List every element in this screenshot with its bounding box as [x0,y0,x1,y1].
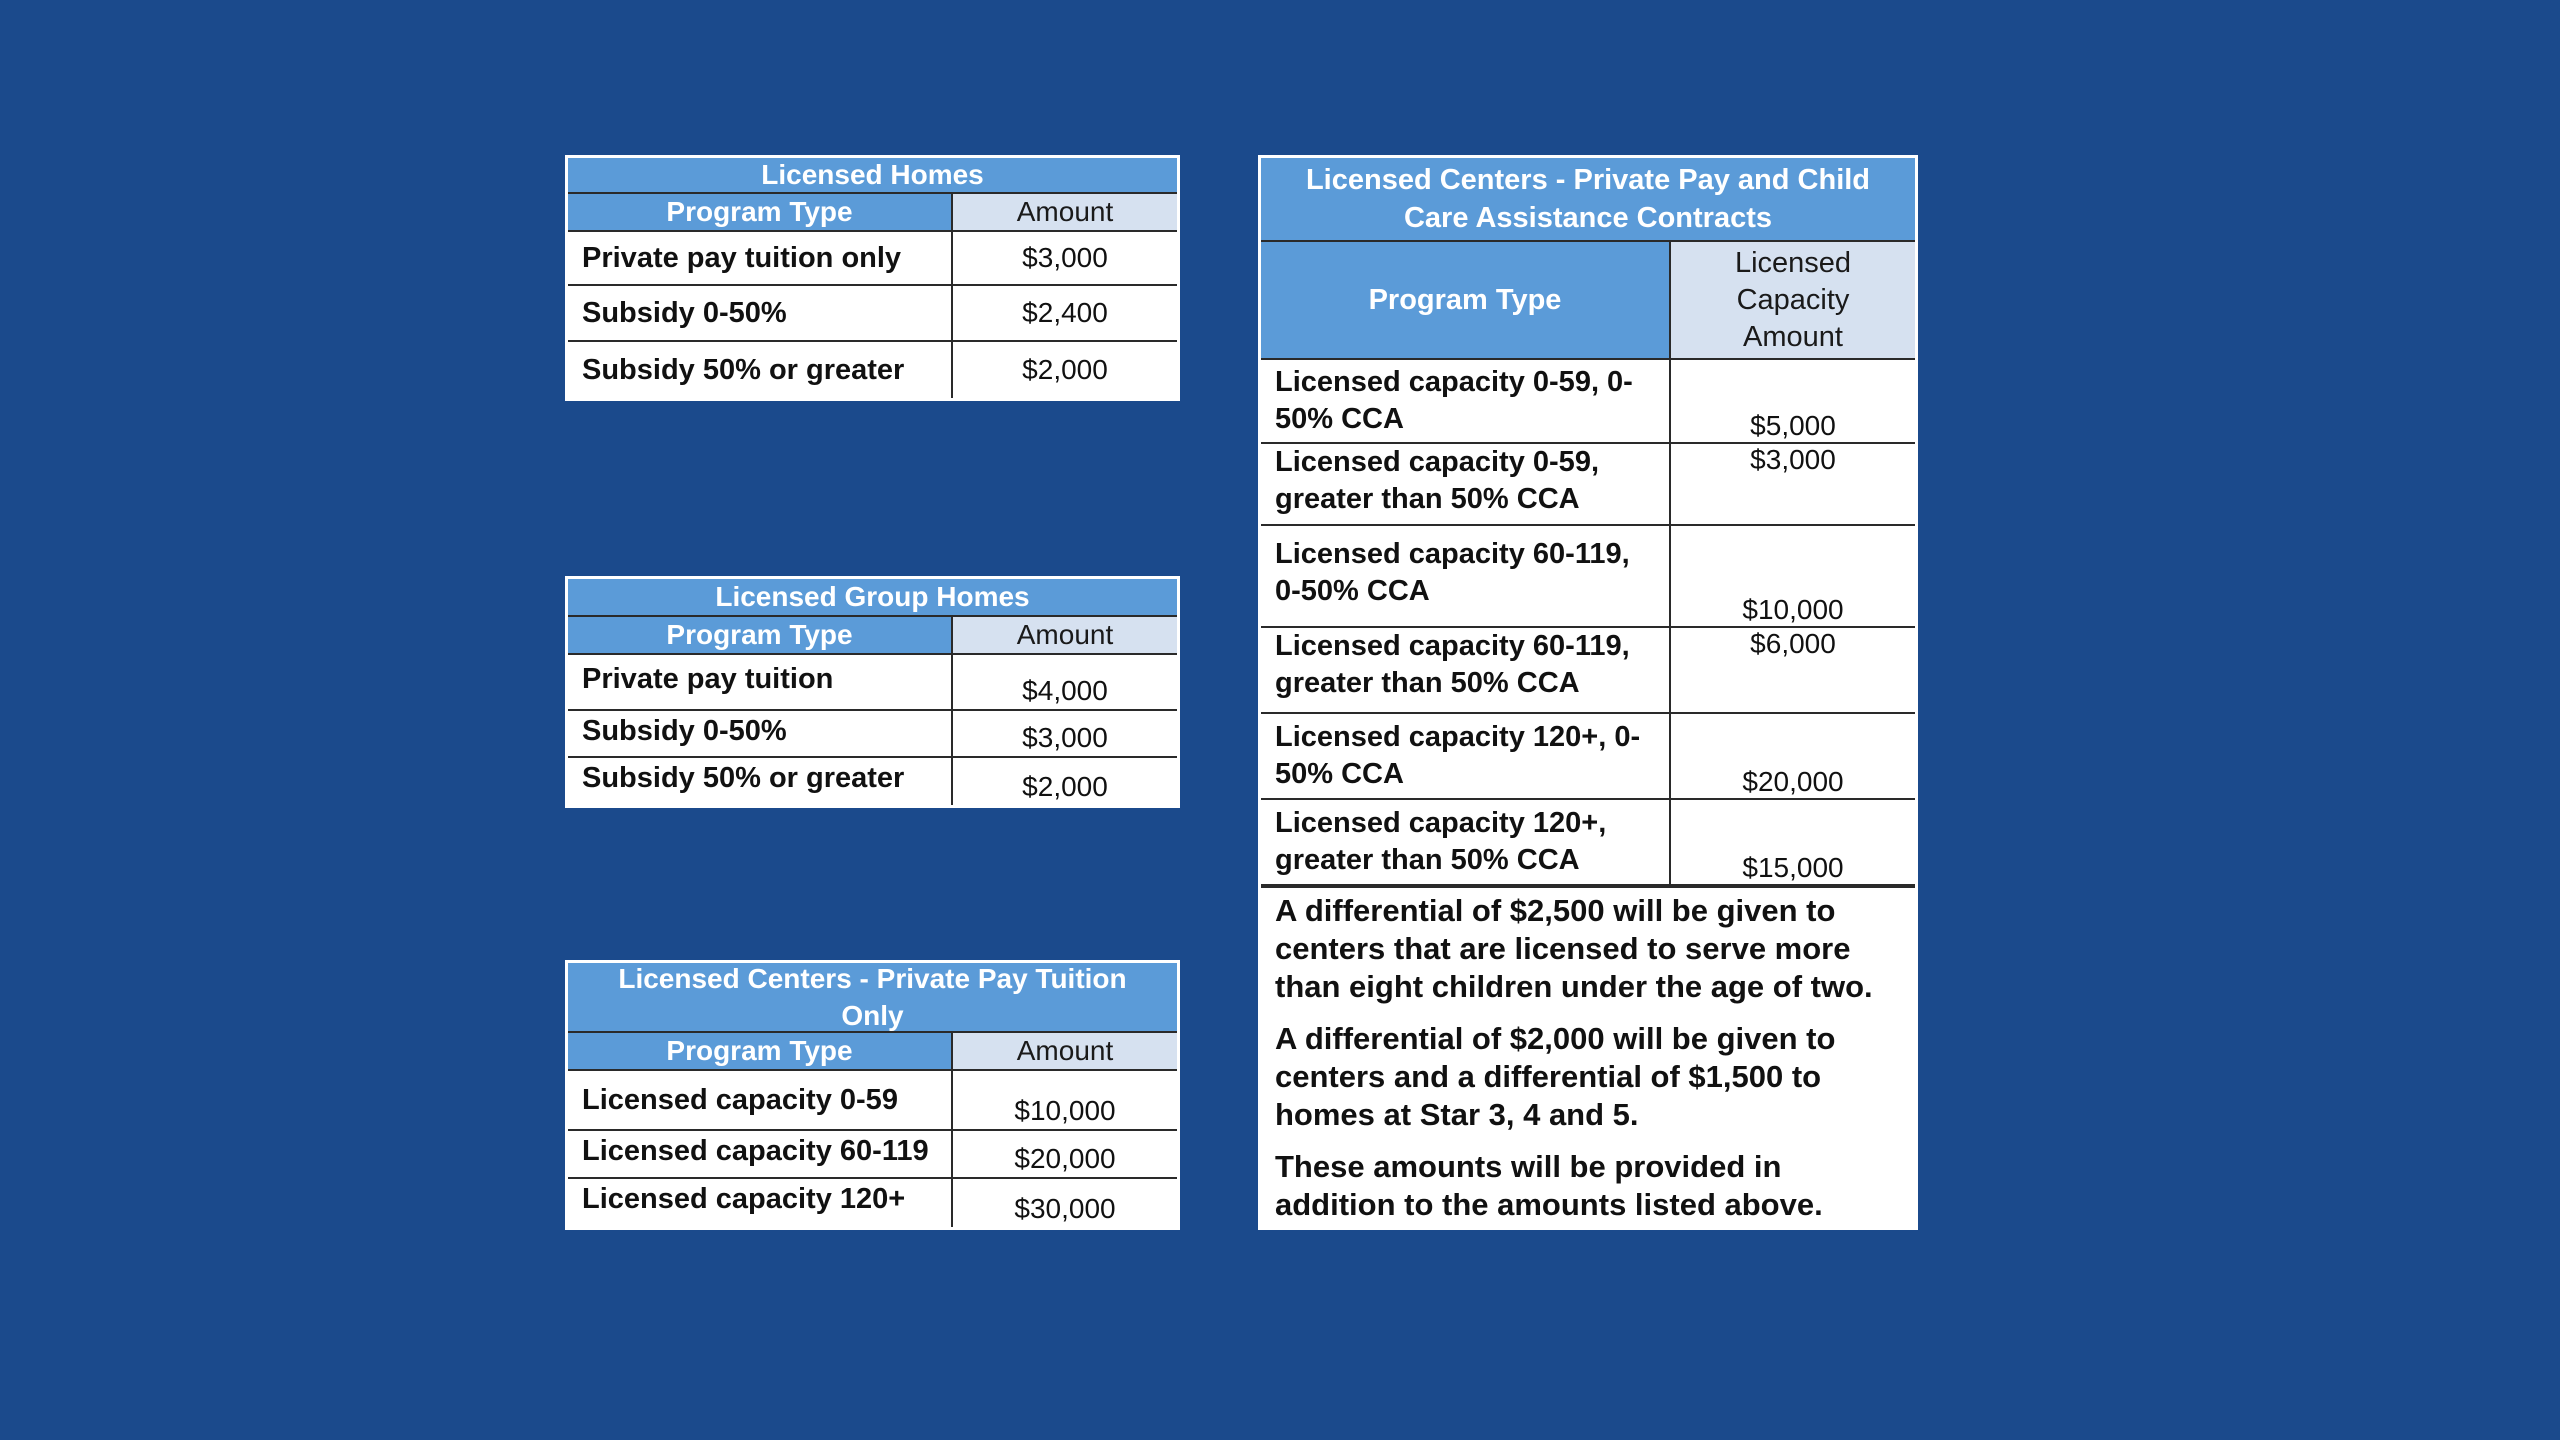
row-type-line1: Licensed capacity 60-119, [1275,630,1630,662]
row-program-type [1261,714,1671,798]
row-program-type: Subsidy 0-50% [568,286,953,340]
col-licensed-capacity-amount [1671,242,1915,358]
row-program-type: Subsidy 0-50% [568,711,953,756]
table-row [568,711,1177,758]
row-program-type: Subsidy 50% or greater [568,342,953,398]
table-row [1261,526,1915,628]
row-type-line2: greater than 50% CCA [1275,667,1580,699]
table-title-line1: Licensed Centers - Private Pay and Child [1305,164,1871,196]
col-program-type: Program Type [568,194,953,230]
row-type-line1: Licensed capacity 120+, 0- [1275,721,1641,753]
row-amount: $6,000 [1750,628,1836,659]
differential-notes [1261,886,1915,1224]
licensed-homes-table [565,155,1180,401]
row-program-type: Private pay tuition [568,655,953,709]
table-header [568,194,1177,232]
table-header [568,1033,1177,1071]
col-amount: Amount [953,1033,1177,1069]
row-program-type: Licensed capacity 60-119 [568,1131,953,1177]
row-program-type [1261,526,1671,626]
row-type-line2: 50% CCA [1275,403,1404,435]
row-program-type: Licensed capacity 0-59 [568,1071,953,1129]
table-row [568,758,1177,805]
licensed-centers-private-title [568,963,1177,1033]
row-amount: $2,000 [1022,771,1108,802]
row-type-line2: greater than 50% CCA [1275,844,1580,876]
row-type-line1: Licensed capacity 0-59, [1275,446,1599,478]
row-amount: $2,000 [1022,354,1108,385]
licensed-homes-title [568,158,1177,194]
table-row [1261,444,1915,526]
table-row [1261,800,1915,886]
table-title-line2: Only [841,1000,904,1031]
table-header [568,617,1177,655]
col-program-type: Program Type [1261,242,1671,358]
col-label-line2: Capacity [1736,283,1850,316]
row-program-type: Private pay tuition only [568,232,953,284]
row-type-line1: Licensed capacity 0-59, 0- [1275,366,1633,398]
row-program-type: Subsidy 50% or greater [568,758,953,805]
row-type-line1: Licensed capacity 120+, [1275,807,1607,839]
row-amount: $30,000 [1014,1193,1116,1224]
row-amount: $20,000 [1742,766,1844,797]
row-amount: $3,000 [1750,444,1836,475]
table-row [568,232,1177,286]
col-amount: Amount [953,194,1177,230]
licensed-centers-cca-table [1258,155,1918,1230]
col-amount: Amount [953,617,1177,653]
row-amount: $3,000 [1022,242,1108,273]
table-row [1261,360,1915,444]
table-row [568,286,1177,342]
table-title-line2: Care Assistance Contracts [1403,202,1773,234]
licensed-centers-private-table [565,960,1180,1230]
note-additional-amounts: These amounts will be provided in addition to the amounts listed above. [1275,1149,1823,1222]
table-row [568,1071,1177,1131]
licensed-group-homes-table [565,576,1180,808]
table-row [568,1179,1177,1227]
row-type-line1: Licensed capacity 60-119, [1275,538,1630,570]
table-title-text: Licensed Group Homes [715,581,1030,612]
row-program-type [1261,360,1671,442]
col-label-line1: Licensed [1734,246,1852,279]
licensed-centers-cca-title [1261,158,1915,242]
licensed-group-homes-title [568,579,1177,617]
row-amount: $10,000 [1742,594,1844,625]
col-program-type: Program Type [568,617,953,653]
table-header [1261,242,1915,360]
row-program-type [1261,628,1671,712]
table-row [568,342,1177,398]
table-row [1261,628,1915,714]
col-program-type: Program Type [568,1033,953,1069]
row-type-line2: greater than 50% CCA [1275,483,1580,515]
note-infant-differential: A differential of $2,500 will be given to centers that are licensed to serve more than eight children under the age of two. [1275,893,1873,1004]
row-amount: $3,000 [1022,722,1108,753]
table-title-line1: Licensed Centers - Private Pay Tuition [618,963,1127,994]
table-row [1261,714,1915,800]
row-amount: $15,000 [1742,852,1844,883]
col-label-line3: Amount [1743,320,1843,353]
table-row [568,655,1177,711]
row-amount: $4,000 [1022,675,1108,706]
row-program-type: Licensed capacity 120+ [568,1179,953,1227]
row-program-type [1261,444,1671,524]
table-title-text: Licensed Homes [761,159,984,190]
row-type-line2: 0-50% CCA [1275,575,1430,607]
row-type-line2: 50% CCA [1275,758,1404,790]
note-star-differential: A differential of $2,000 will be given to centers and a differential of $1,500 to homes at Star 3, 4 and 5. [1275,1021,1836,1132]
row-amount: $10,000 [1014,1095,1116,1126]
row-program-type [1261,800,1671,884]
table-row [568,1131,1177,1179]
row-amount: $5,000 [1750,410,1836,441]
row-amount: $2,400 [1022,297,1108,328]
row-amount: $20,000 [1014,1143,1116,1174]
